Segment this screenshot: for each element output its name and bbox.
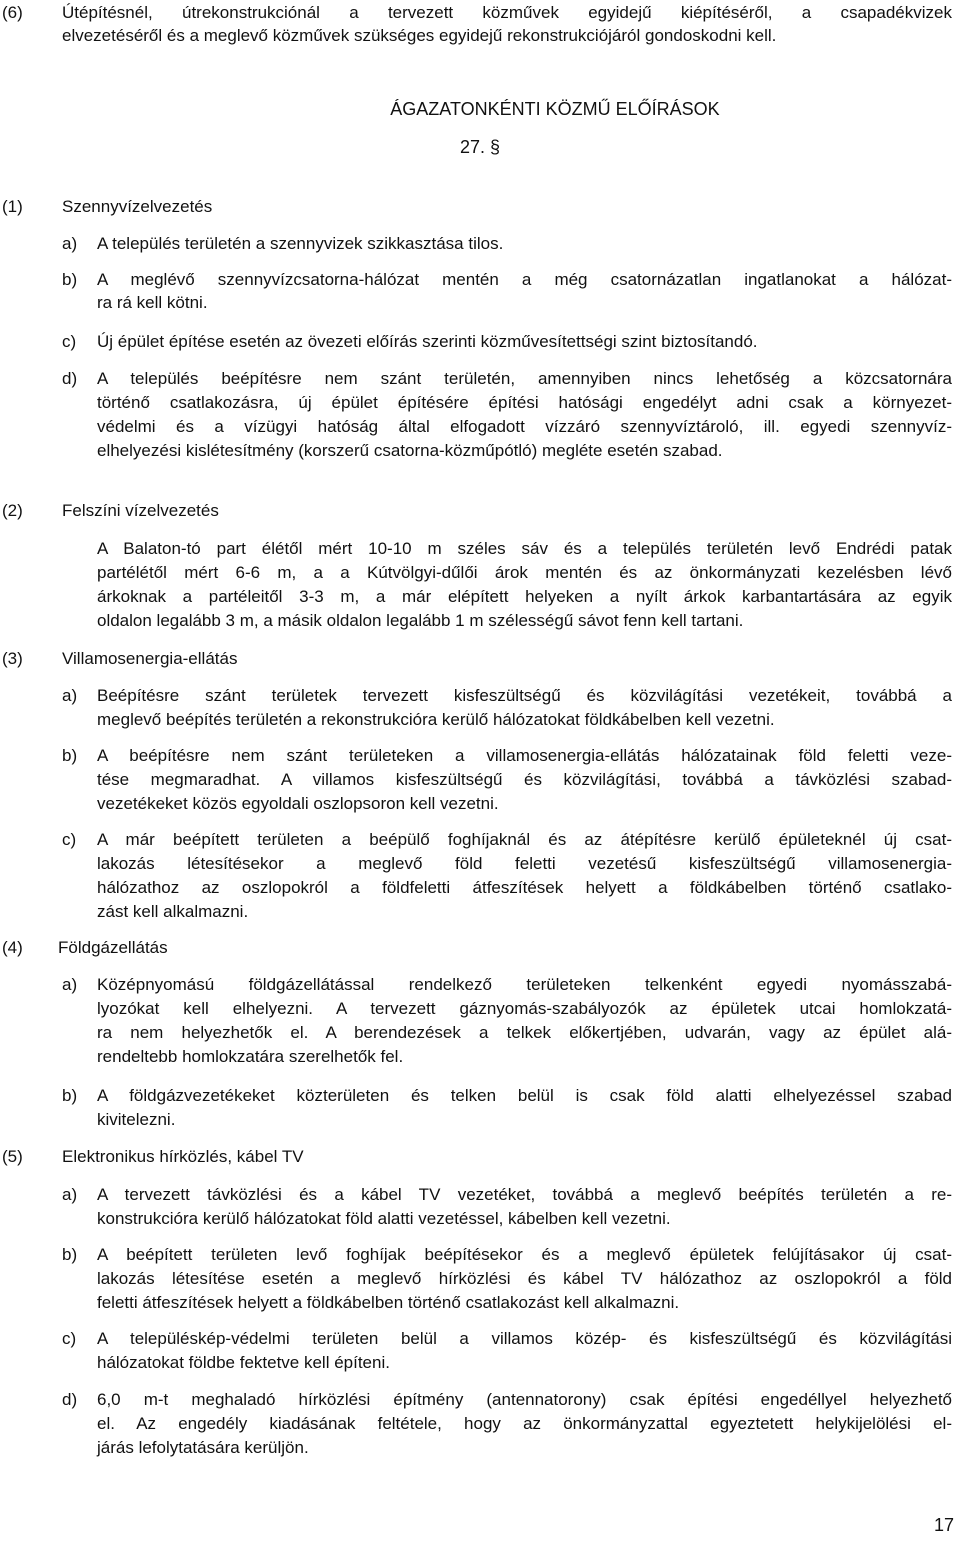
s5-d-line: el. Az engedély kiadásának feltétele, hogy az önkormányzattal egyeztetett helykijelölési el- (97, 1414, 952, 1433)
s3-b-line: vezetékeket közös egyoldali oszlopsoron kell vezetni. (97, 794, 499, 813)
s3-b-line: A beépítésre nem szánt területeken a villamosenergia-ellátás hálózatainak föld feletti veze- (97, 746, 952, 765)
s5-d-line: járás lefolytatására kerüljön. (97, 1438, 309, 1457)
section-heading: ÁGAZATONKÉNTI KÖZMŰ ELŐÍRÁSOK (390, 99, 720, 119)
intro-line: Útépítésnél, útrekonstrukciónál a tervezett közművek egyidejű kiépítéséről, a csapadékvizek (62, 3, 952, 22)
s3-c-label: c) (62, 830, 77, 849)
s3-c-line: hálózathoz az oszlopokról a földfeletti átfeszítések helyett a földkábelben történő csatlako- (97, 878, 952, 897)
paragraph-number: 27. § (459, 137, 501, 157)
s2-line: A Balaton-tó part élétől mért 10-10 m széles sáv és a település területén levő Endrédi patak (97, 539, 952, 558)
page-number: 17 (933, 1515, 954, 1535)
s5-b-line: feletti átfeszítések helyett a földkábelben történő csatlakozást kell alkalmazni. (97, 1293, 680, 1312)
s2-line: partélétől mért 6-6 m, a a Kútvölgyi-dűlői árok mentén és az önkormányzati kezelésben lévő (97, 563, 952, 582)
s5-b-line: lakozás létesítése esetén a meglevő hírközlési és kábel TV hálózathoz az oszlopokról a föld (97, 1269, 952, 1288)
intro-line: elvezetéséről és a meglevő közművek szükséges egyidejű rekonstrukciójáról gondoskodni kell. (62, 26, 777, 45)
s1-d-line: védelmi és a vízügyi hatóság által elfogadott vízzáró szennyvíztároló, ill. egyedi szennyvíz- (97, 417, 952, 436)
s5-b-label: b) (62, 1245, 78, 1264)
s2-line: oldalon legalább 3 m, a másik oldalon legalább 1 m szélességű sávot fenn kell tartani. (97, 611, 744, 630)
s1-title: Szennyvízelvezetés (62, 197, 213, 216)
s3-c-line: zást kell alkalmazni. (97, 902, 249, 921)
s5-c-label: c) (62, 1329, 77, 1348)
s1-a-line: A település területén a szennyvizek szikkasztása tilos. (97, 234, 504, 253)
s5-c-line: hálózatokat földbe fektetve kell építeni. (97, 1353, 390, 1372)
s5-b-line: A beépített területen levő foghíjak beépítésekor és a meglevő épületek felújításakor új csat- (97, 1245, 952, 1264)
s5-a-line: konstrukcióra kerülő hálózatokat föld alatti vezetéssel, kábelben kell vezetni. (97, 1209, 671, 1228)
s1-c-line: Új épület építése esetén az övezeti előírás szerinti közművesítettségi szint biztosítandó. (97, 332, 758, 351)
s1-d-label: d) (62, 369, 78, 388)
s3-number: (3) (2, 649, 23, 668)
s4-a-line: ra nem helyezhetők el. A berendezések a telkek előkertjében, udvarán, vagy az épület alá- (97, 1023, 952, 1042)
s1-d-line: elhelyezési kislétesítmény (korszerű csatorna-közműpótló) megléte esetén szabad. (97, 441, 723, 460)
s3-title: Villamosenergia-ellátás (62, 649, 238, 668)
s5-c-line: A településkép-védelmi területen belül a villamos közép- és kisfeszültségű és közvilágítási (97, 1329, 952, 1348)
s1-d-line: történő csatlakozásra, új épület építésére építési hatósági engedélyt adni csak a környezet- (97, 393, 952, 412)
s3-b-label: b) (62, 746, 78, 765)
s5-d-label: d) (62, 1390, 78, 1409)
s1-b-line: A meglévő szennyvízcsatorna-hálózat mentén a még csatornázatlan ingatlanokat a hálózat- (97, 270, 952, 289)
s4-a-line: Középnyomású földgázellátással rendelkező területeken telkenként egyedi nyomásszabá- (97, 975, 952, 994)
s3-a-line: Beépítésre szánt területek tervezett kisfeszültségű és közvilágítási vezetékeit, továbbá a (97, 686, 952, 705)
s3-a-label: a) (62, 686, 78, 705)
s4-a-line: rendeltebb homlokzatára szerelhetők fel. (97, 1047, 404, 1066)
s5-a-line: A tervezett távközlési és a kábel TV vezetéket, továbbá a meglevő beépítés területén a re- (97, 1185, 952, 1204)
s1-d-line: A település beépítésre nem szánt területén, amennyiben nincs lehetőség a közcsatornára (97, 369, 952, 388)
s5-a-label: a) (62, 1185, 78, 1204)
s3-a-line: meglevő beépítés területén a rekonstrukcióra kerülő hálózatokat földkábelben kell vezetni. (97, 710, 775, 729)
s4-b-label: b) (62, 1086, 78, 1105)
s2-number: (2) (2, 501, 23, 520)
s1-c-label: c) (62, 332, 77, 351)
s5-title: Elektronikus hírközlés, kábel TV (62, 1147, 304, 1166)
s1-b-line: ra rá kell kötni. (97, 293, 208, 312)
s4-a-line: lyozókat kell elhelyezni. A tervezett gáznyomás-szabályozók az épületek utcai homlokzatá- (97, 999, 952, 1018)
s4-title: Földgázellátás (58, 938, 168, 957)
s3-c-line: lakozás létesítésekor a meglevő föld feletti vezetésű kisfeszültségű villamosenergia- (97, 854, 952, 873)
s2-title: Felszíni vízelvezetés (62, 501, 219, 520)
s2-line: árkoknak a partéleitől 3-3 m, a már elépített helyeken a nyílt árkok karbantartására az egyik (97, 587, 952, 606)
s4-b-line: A földgázvezetékeket közterületen és telken belül is csak föld alatti elhelyezéssel szabad (97, 1086, 952, 1105)
s3-c-line: A már beépített területen a beépülő foghíjaknál és az átépítésre kerülő épületeknél új csat- (97, 830, 952, 849)
s4-number: (4) (2, 938, 23, 957)
s4-a-label: a) (62, 975, 78, 994)
intro-number: (6) (2, 3, 23, 22)
s1-a-label: a) (62, 234, 78, 253)
s5-d-line: 6,0 m-t meghaladó hírközlési építmény (antennatorony) csak építési engedéllyel helyezhető (97, 1390, 952, 1409)
s1-number: (1) (2, 197, 23, 216)
s5-number: (5) (2, 1147, 23, 1166)
s1-b-label: b) (62, 270, 78, 289)
s3-b-line: tése megmaradhat. A villamos kisfeszültségű és közvilágítási, továbbá a távközlési szabad- (97, 770, 952, 789)
s4-b-line: kivitelezni. (97, 1110, 176, 1129)
